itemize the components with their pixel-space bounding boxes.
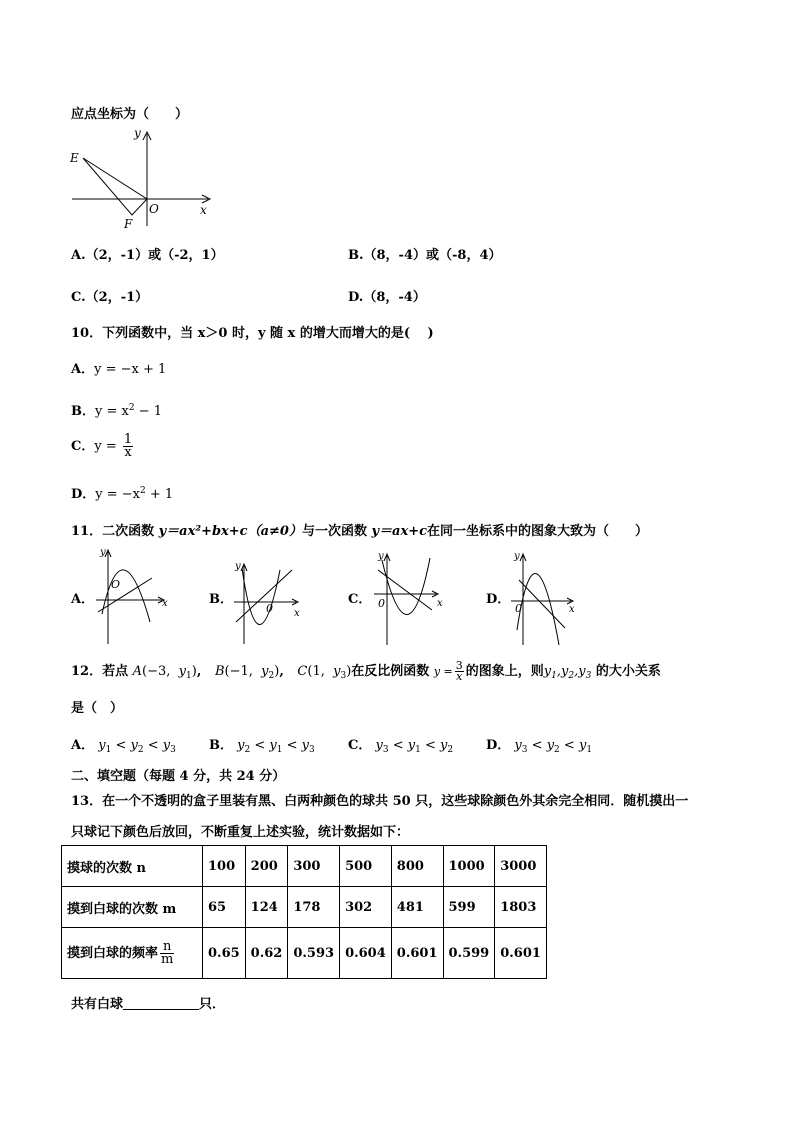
q12-stem-line2: 是（ ） [71, 701, 124, 716]
table-cell: 599 [443, 887, 495, 928]
svg-text:y: y [235, 561, 241, 572]
table-cell: 0.593 [288, 928, 340, 979]
svg-text:x: x [569, 604, 575, 615]
q9-stem-tail: 应点坐标为（ ） [71, 107, 189, 122]
svg-text:y: y [100, 547, 106, 558]
table-cell: 200 [245, 846, 288, 887]
table-cell: 1000 [443, 846, 495, 887]
x-axis-label: x [200, 203, 207, 217]
svg-text:0: 0 [515, 602, 522, 615]
q11-graph-a [92, 542, 172, 647]
row-header: 摸到白球的次数 m [62, 887, 203, 928]
q11-option-a-label: A． [71, 592, 95, 607]
q13-line2: 只球记下颜色后放回，不断重复上述实验，统计数据如下： [71, 825, 410, 840]
q10-stem: 10．下列函数中，当 x＞0 时，y 随 x 的增大而增大的是( ) [71, 326, 434, 341]
q11-graph-d [507, 550, 587, 647]
svg-text:x: x [162, 598, 168, 609]
point-f-label: F [124, 217, 133, 230]
point-e-label: E [70, 151, 79, 165]
table-row [62, 887, 547, 928]
q13-answer-line: 共有白球 只． [71, 997, 226, 1012]
q9-figure [66, 122, 216, 230]
row-header: 摸到白球的频率 $\frac{n}{m}$ [62, 928, 203, 979]
svg-text:0: 0 [266, 602, 273, 615]
svg-text:x: x [437, 598, 443, 609]
q13-data-table [61, 845, 547, 979]
q9-option-a: A.（2，-1）或（-2，1） [71, 248, 224, 263]
table-cell: 3000 [495, 846, 547, 887]
q12-option-d: D． $y_3 < y_2 < y_1$ [486, 738, 593, 755]
q11-graph-c [370, 550, 450, 647]
q9-option-d: D.（8，-4） [348, 290, 426, 305]
q12-stem: 12．若点 A(−3, $y_1$), B(−1, $y_2$), C(1, $y_3$)在反比例函数 y = $\frac{3}{x}$ 的图象上，则$y_1,y_2,y_3$ 的大小关系 [71, 659, 661, 683]
svg-text:y: y [378, 551, 384, 562]
q9-option-b: B.（8，-4）或（-8，4） [348, 248, 502, 263]
table-row [62, 846, 547, 887]
table-cell: 800 [391, 846, 443, 887]
table-cell: 124 [245, 887, 288, 928]
q11-option-c-label: C． [348, 592, 372, 607]
q12-option-a: A． $y_1 < y_2 < y_3$ [71, 738, 176, 755]
table-cell: 0.604 [340, 928, 392, 979]
table-cell: 481 [391, 887, 443, 928]
svg-text:y: y [514, 551, 520, 562]
section-heading: 二、填空题（每题 4 分，共 24 分） [71, 769, 286, 784]
table-cell: 0.65 [203, 928, 246, 979]
q10-option-a: A．y = −x + 1 [71, 362, 167, 377]
q11-graph-b [230, 560, 310, 645]
row-header: 摸球的次数 n [62, 846, 203, 887]
q10-option-b: B．$y = x^2 - 1$ [71, 403, 163, 419]
table-cell: 300 [288, 846, 340, 887]
table-cell: 178 [288, 887, 340, 928]
table-cell: 100 [203, 846, 246, 887]
table-cell: 500 [340, 846, 392, 887]
table-cell: 302 [340, 887, 392, 928]
answer-blank[interactable] [123, 996, 199, 1010]
q11-stem: 11．二次函数 y＝ax²+bx+c（a≠0）与一次函数 y＝ax+c在同一坐标系中的图象大致为（ ） [71, 524, 649, 539]
table-row [62, 928, 547, 979]
q11-option-b-label: B． [209, 592, 233, 607]
q13-line1: 13．在一个不透明的盒子里装有黑、白两种颜色的球共 50 只，这些球除颜色外其余完全相同．随机摸出一 [71, 794, 689, 809]
table-cell: 0.62 [245, 928, 288, 979]
q11-option-d-label: D． [486, 592, 511, 607]
q9-option-c: C.（2，-1） [71, 290, 149, 305]
table-cell: 0.601 [495, 928, 547, 979]
svg-text:0: 0 [378, 597, 385, 610]
q10-option-d: D．$y = -x^2 + 1$ [71, 486, 174, 502]
q10-option-c: C．y = $\frac{1}{x}$ [71, 432, 133, 460]
svg-text:O: O [111, 578, 121, 591]
table-cell: 0.601 [391, 928, 443, 979]
table-cell: 1803 [495, 887, 547, 928]
q12-option-b: B． $y_2 < y_1 < y_3$ [209, 738, 315, 755]
origin-label: O [149, 202, 159, 216]
svg-text:x: x [294, 608, 300, 619]
table-cell: 65 [203, 887, 246, 928]
table-cell: 0.599 [443, 928, 495, 979]
q12-option-c: C． $y_3 < y_1 < y_2$ [348, 738, 454, 755]
y-axis-label: y [134, 126, 141, 140]
